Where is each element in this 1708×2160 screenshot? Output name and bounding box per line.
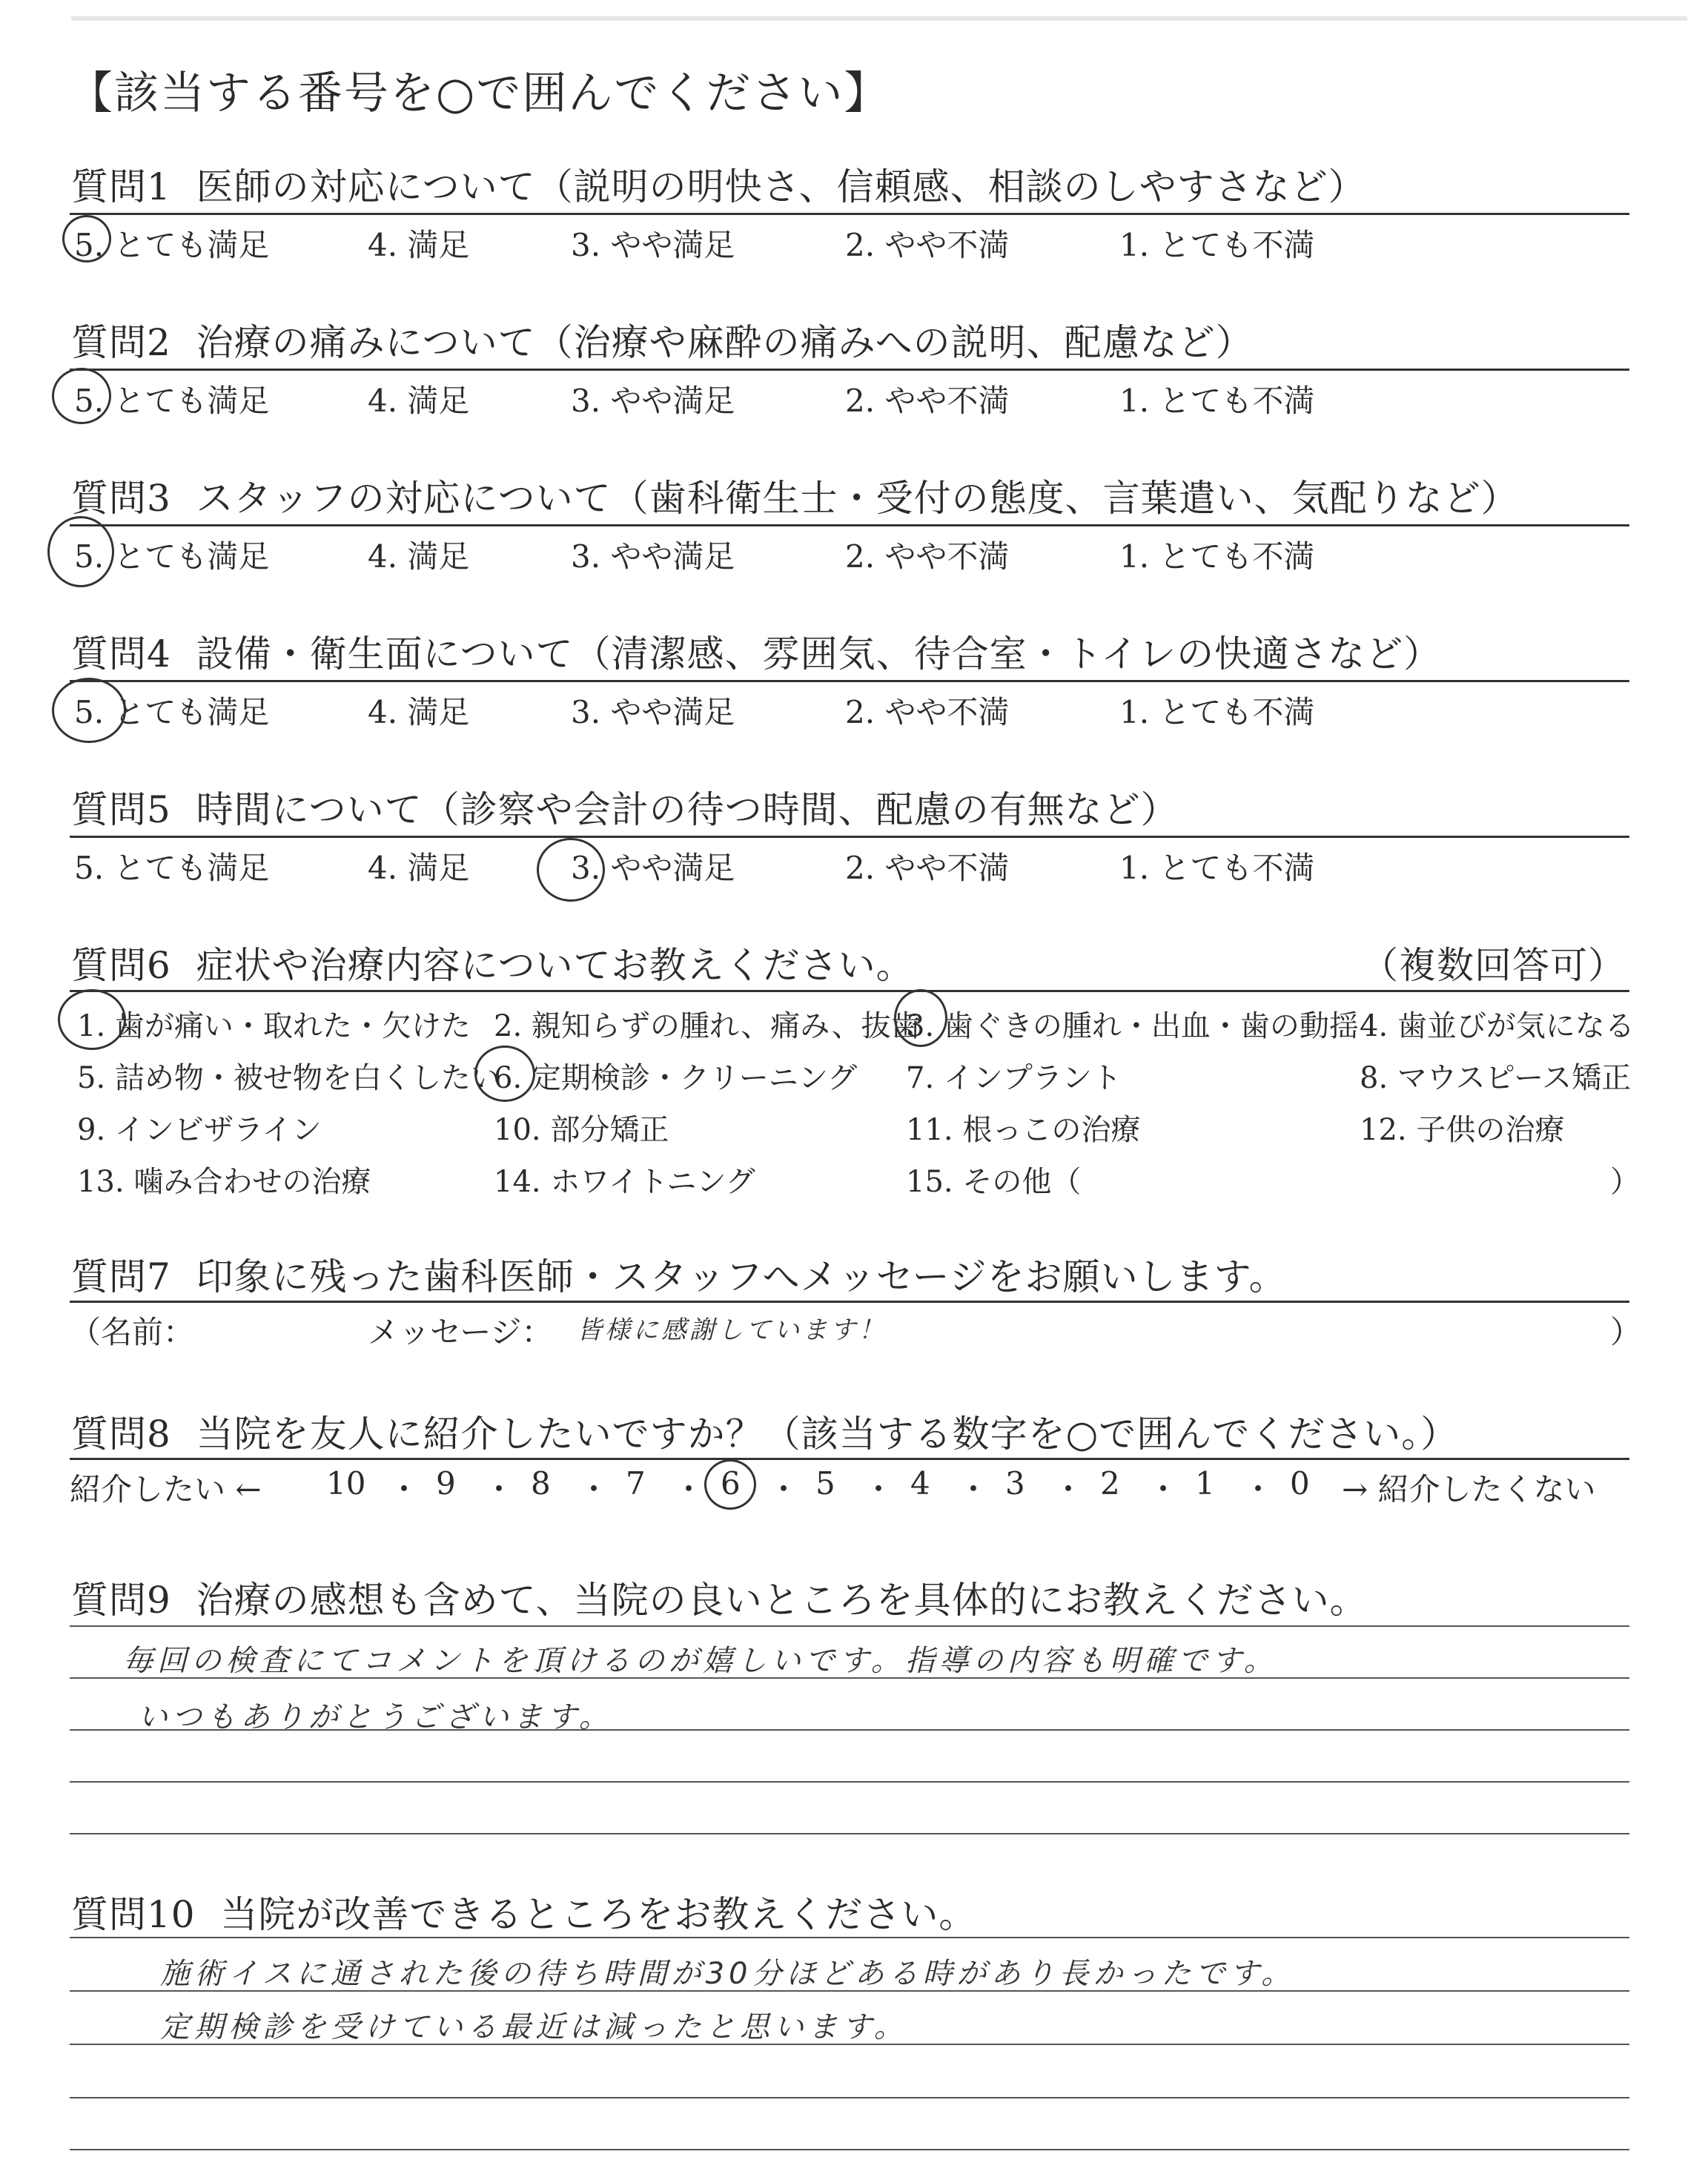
question-label: 質問2 [71, 321, 171, 364]
question-4 [71, 624, 1441, 678]
q6-option-12[interactable]: 12. 子供の治療 [1360, 1113, 1565, 1147]
scale-3[interactable]: 3 [1005, 1465, 1025, 1502]
answer-line [70, 1781, 1629, 1783]
handwritten-answer-line[interactable]: 毎回の検査にてコメントを頂けるのが嬉しいです。指導の内容も明確です。 [123, 1644, 1278, 1678]
scale-sep: ・ [388, 1471, 420, 1507]
question-7 [71, 1247, 1287, 1301]
answer-line [70, 1625, 1629, 1627]
scale-sep: ・ [1242, 1471, 1274, 1507]
message-label: メッセージ： [368, 1314, 553, 1350]
question-text: 設備・衛生面について（清潔感、雰囲気、待合室・トイレの快適さなど） [196, 633, 1442, 676]
divider [70, 836, 1629, 838]
q2-option-1[interactable]: 1. とても不満 [1119, 383, 1315, 419]
handwritten-message[interactable]: 皆様に感謝しています！ [577, 1315, 887, 1345]
multiple-answer-note: （複数回答可） [1361, 944, 1626, 987]
answer-line [70, 1937, 1629, 1938]
q1-option-4[interactable]: 4. 満足 [368, 227, 470, 263]
divider [70, 1458, 1629, 1460]
question-10 [71, 1885, 976, 1938]
q3-option-2[interactable]: 2. やや不満 [845, 538, 1010, 575]
selection-circle [47, 516, 114, 587]
selection-circle [52, 678, 126, 743]
q6-other-close-paren: ） [1610, 1165, 1640, 1199]
scale-10[interactable]: 10 [326, 1465, 366, 1502]
q1-option-5[interactable]: 5. とても満足 [74, 227, 270, 263]
scale-2[interactable]: 2 [1100, 1465, 1120, 1502]
question-9 [71, 1571, 1368, 1624]
divider [70, 524, 1629, 526]
selection-circle [474, 1046, 535, 1102]
selection-circle [62, 215, 111, 262]
q6-option-13[interactable]: 13. 噛み合わせの治療 [77, 1165, 371, 1199]
q6-option-1[interactable]: 1. 歯が痛い・取れた・欠けた [77, 1009, 471, 1043]
scale-sep: ・ [863, 1471, 895, 1507]
scale-0[interactable]: 0 [1290, 1465, 1310, 1502]
q1-option-1[interactable]: 1. とても不満 [1119, 227, 1315, 263]
q2-option-2[interactable]: 2. やや不満 [845, 383, 1010, 419]
scale-8[interactable]: 8 [531, 1465, 551, 1502]
q3-option-5[interactable]: 5. とても満足 [74, 538, 270, 575]
q4-option-4[interactable]: 4. 満足 [368, 694, 470, 730]
close-paren: ） [1610, 1314, 1642, 1350]
answer-line [70, 1833, 1629, 1834]
question-text: 症状や治療内容についてお教えください。 [196, 944, 914, 987]
selection-circle [704, 1459, 756, 1510]
question-label: 質問10 [71, 1893, 196, 1936]
question-3 [71, 469, 1519, 522]
scale-sep: ・ [768, 1471, 800, 1507]
divider [70, 1301, 1629, 1303]
q6-option-6[interactable]: 6. 定期検診・クリーニング [494, 1061, 858, 1095]
scale-7[interactable]: 7 [626, 1465, 646, 1502]
answer-line [70, 2097, 1629, 2098]
scale-1[interactable]: 1 [1195, 1465, 1215, 1502]
scale-sep: ・ [1053, 1471, 1085, 1507]
q6-option-3[interactable]: 3. 歯ぐきの腫れ・出血・歯の動揺 [906, 1009, 1359, 1043]
scale-9[interactable]: 9 [436, 1465, 456, 1502]
question-8 [71, 1404, 1458, 1458]
scale-sep: ・ [958, 1471, 990, 1507]
question-label: 質問5 [71, 788, 171, 831]
selection-circle [537, 838, 605, 902]
question-text: 印象に残った歯科医師・スタッフへメッセージをお願いします。 [196, 1255, 1287, 1298]
q4-option-3[interactable]: 3. やや満足 [571, 694, 735, 730]
scale-left-label: 紹介したい ← [70, 1471, 262, 1507]
divider [70, 680, 1629, 682]
question-1 [71, 157, 1366, 211]
q2-option-3[interactable]: 3. やや満足 [571, 383, 735, 419]
question-text: 医師の対応について（説明の明快さ、信頼感、相談のしやすさなど） [196, 165, 1366, 208]
divider [70, 990, 1629, 992]
question-6 [71, 936, 914, 989]
question-label: 質問1 [71, 165, 171, 208]
q5-option-2[interactable]: 2. やや不満 [845, 850, 1010, 886]
name-label: （名前： [70, 1314, 195, 1350]
question-text: 時間について（診察や会計の待つ時間、配慮の有無など） [196, 788, 1179, 831]
q6-option-9[interactable]: 9. インビザライン [77, 1113, 322, 1147]
scan-edge [71, 16, 1687, 21]
handwritten-answer-line[interactable]: いつもありがとうございます。 [138, 1700, 613, 1734]
q4-option-5[interactable]: 5. とても満足 [74, 694, 270, 730]
question-label: 質問9 [71, 1579, 171, 1622]
q6-option-7[interactable]: 7. インプラント [906, 1061, 1122, 1095]
scale-5[interactable]: 5 [815, 1465, 835, 1502]
handwritten-answer-line[interactable]: 施術イスに通された後の待ち時間が30分ほどある時があり長かったです。 [160, 1957, 1296, 1991]
question-text: 当院が改善できるところをお教えください。 [220, 1893, 977, 1936]
q6-option-4[interactable]: 4. 歯並びが気になる [1360, 1009, 1635, 1043]
q5-option-1[interactable]: 1. とても不満 [1119, 850, 1315, 886]
scale-6[interactable]: 6 [721, 1465, 741, 1502]
q4-option-2[interactable]: 2. やや不満 [845, 694, 1010, 730]
scale-4[interactable]: 4 [910, 1465, 930, 1502]
scale-sep: ・ [483, 1471, 515, 1507]
selection-circle [894, 989, 947, 1047]
question-label: 質問3 [71, 477, 171, 520]
selection-circle [52, 368, 111, 424]
q4-option-1[interactable]: 1. とても不満 [1119, 694, 1315, 730]
divider [70, 213, 1629, 215]
q1-option-3[interactable]: 3. やや満足 [571, 227, 735, 263]
q5-option-4[interactable]: 4. 満足 [368, 850, 470, 886]
q6-option-10[interactable]: 10. 部分矯正 [494, 1113, 669, 1147]
question-label: 質問7 [71, 1255, 171, 1298]
q6-option-5[interactable]: 5. 詰め物・被せ物を白くしたい [77, 1061, 500, 1095]
question-text: スタッフの対応について（歯科衛生士・受付の態度、言葉遣い、気配りなど） [196, 477, 1519, 520]
question-label: 質問4 [71, 633, 171, 676]
selection-circle [58, 989, 126, 1050]
q6-option-15[interactable]: 15. その他（ [906, 1165, 1082, 1199]
answer-line [70, 2149, 1629, 2150]
question-label: 質問8 [71, 1413, 171, 1456]
q3-option-4[interactable]: 4. 満足 [368, 538, 470, 575]
q6-option-2[interactable]: 2. 親知らずの腫れ、痛み、抜歯 [494, 1009, 921, 1043]
scale-sep: ・ [578, 1471, 610, 1507]
q6-option-8[interactable]: 8. マウスピース矯正 [1360, 1061, 1632, 1095]
q6-option-14[interactable]: 14. ホワイトニング [494, 1165, 755, 1199]
q6-option-11[interactable]: 11. 根っこの治療 [906, 1113, 1141, 1147]
q5-option-5[interactable]: 5. とても満足 [74, 850, 270, 886]
question-text: 当院を友人に紹介したいですか？（該当する数字を○で囲んでください。） [196, 1413, 1459, 1456]
divider [70, 369, 1629, 371]
question-text: 治療の痛みについて（治療や麻酔の痛みへの説明、配慮など） [196, 321, 1254, 364]
q2-option-5[interactable]: 5. とても満足 [74, 383, 270, 419]
scale-sep: ・ [1148, 1471, 1179, 1507]
question-label: 質問6 [71, 944, 171, 987]
handwritten-answer-line[interactable]: 定期検診を受けている最近は減ったと思います。 [160, 2010, 908, 2044]
q5-option-3[interactable]: 3. やや満足 [571, 850, 735, 886]
question-2 [71, 313, 1254, 366]
page-title: 【該当する番号を○で囲んでください】 [68, 67, 890, 119]
q2-option-4[interactable]: 4. 満足 [368, 383, 470, 419]
question-text: 治療の感想も含めて、当院の良いところを具体的にお教えください。 [196, 1579, 1368, 1622]
scale-sep: ・ [673, 1471, 705, 1507]
q1-option-2[interactable]: 2. やや不満 [845, 227, 1010, 263]
q3-option-1[interactable]: 1. とても不満 [1119, 538, 1315, 575]
question-5 [71, 780, 1179, 833]
q3-option-3[interactable]: 3. やや満足 [571, 538, 735, 575]
scale-right-label: → 紹介したくない [1342, 1471, 1596, 1507]
